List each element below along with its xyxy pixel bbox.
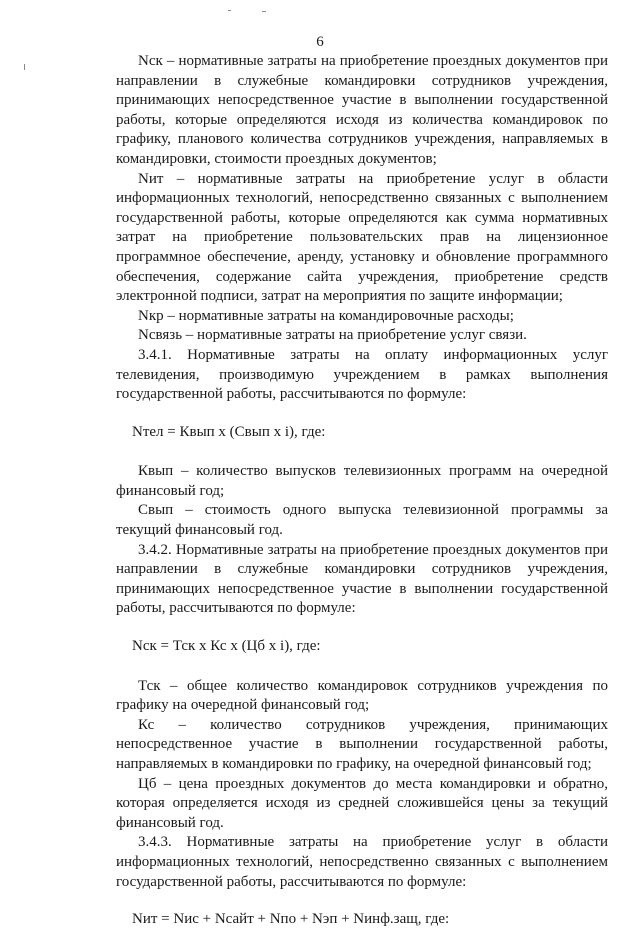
paragraph: Тск – общее количество командировок сотрудников учреждения по графику на очередной финансовый год; <box>116 677 608 714</box>
formula: Nск = Тск х Кс х (Цб х i), где: <box>132 638 321 655</box>
formula: Nтел = Квып х (Свып х i), где: <box>132 423 326 440</box>
paragraph: 3.4.1. Нормативные затраты на оплату информационных услуг телевидения, производимую учреждением в рамках выполнения государственной работы, рассчитываются по формуле: <box>116 346 608 403</box>
paragraph: Nсвязь – нормативные затраты на приобретение услуг связи. <box>138 327 527 344</box>
paragraph: Nкр – нормативные затраты на командировочные расходы; <box>138 307 514 324</box>
document-body <box>116 52 608 950</box>
scan-artifact <box>262 11 266 12</box>
paragraph: Nск – нормативные затраты на приобретение проездных документов при направлении в служебные командировки сотрудников учреждения, принимающих непосредственное участие в выполнении государственной работы, которые определяются исходя из количества командировок по графику, планового количества сотрудников учреждения, направляемых в командировки, стоимости проездных документов; <box>116 53 608 167</box>
paragraph: 3.4.2. Нормативные затраты на приобретение проездных документов при направлении в служебные командировки сотрудников учреждения, принимающих непосредственное участие в выполнении государственной работы, рассчитываются по формуле: <box>116 541 608 617</box>
scan-artifact <box>24 64 25 70</box>
paragraph: Кс – количество сотрудников учреждения, принимающих непосредственное участие в выполнении государственной работы, направляемых в командировки по графику, на очередной финансовый год; <box>116 716 608 772</box>
page-number: 6 <box>316 34 324 50</box>
formula: Nит = Nис + Nсайт + Nпо + Nэп + Nинф.защ, где: <box>132 911 450 928</box>
paragraph: Квып – количество выпусков телевизионных программ на очередной финансовый год; <box>116 463 608 499</box>
paragraph: Nит – нормативные затраты на приобретение услуг в области информационных технологий, непосредственно связанных с выполнением государственной работы, которые определяются как сумма нормативных затрат на приобретение пользовательских прав на лицензионное программное обеспечение, аренду, установку и обновление программного обеспечения, содержание сайта учреждения, приобретение средств электронной подписи, затрат на мероприятия по защите информации; <box>116 170 608 305</box>
paragraph: Цб – цена проездных документов до места командировки и обратно, которая определяется исходя из средней сложившейся цены за текущий финансовый год. <box>116 775 608 831</box>
scan-artifact <box>228 10 231 11</box>
paragraph: 3.4.3. Нормативные затраты на приобретение услуг в области информационных технологий, непосредственно связанных с выполнением государственной работы, рассчитываются по формуле: <box>116 834 608 890</box>
paragraph: Свып – стоимость одного выпуска телевизионной программы за текущий финансовый год. <box>116 502 608 539</box>
